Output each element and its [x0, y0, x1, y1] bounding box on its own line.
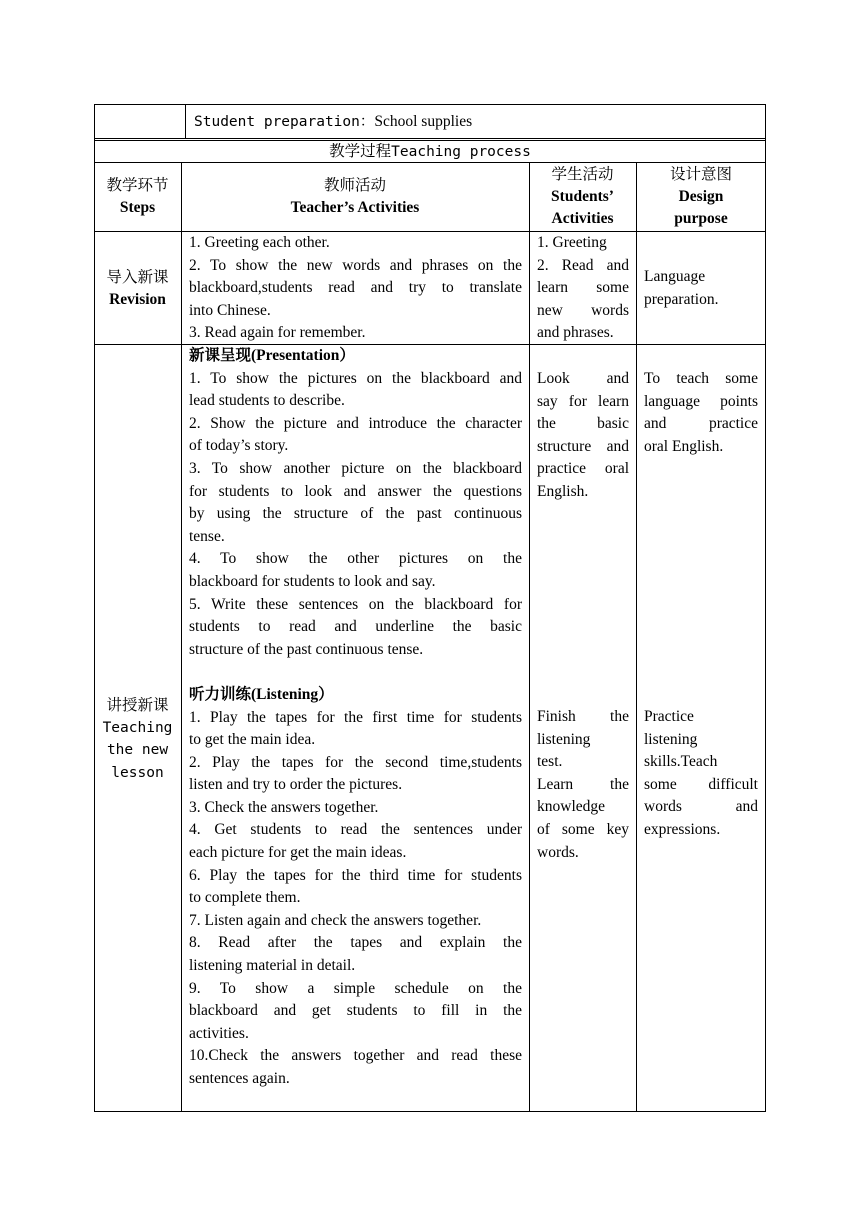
text-line: language points: [644, 392, 758, 410]
text-line: structure and: [537, 437, 629, 455]
student-preparation-label: Student preparation：: [194, 114, 375, 130]
text-line: blackboard,students read and try to translate: [189, 279, 522, 297]
listening-design-purpose: [644, 706, 758, 842]
text-line: 4. Get students to read the sentences under: [189, 821, 522, 839]
text-line: to complete them.: [189, 889, 301, 907]
header-students-en-1: Students’: [551, 187, 614, 205]
text-line: 4. To show the other pictures on the: [189, 550, 522, 568]
col-divider: [185, 104, 186, 139]
text-line: skills.Teach: [644, 753, 718, 771]
text-line: 7. Listen again and check the answers together.: [189, 911, 482, 929]
text-line: each picture for get the main ideas.: [189, 844, 407, 862]
teaching-step-en-3: lesson: [111, 764, 164, 781]
teaching-step-en-1: Teaching: [102, 719, 173, 736]
text-line: knowledge: [537, 798, 606, 816]
header-teacher-en: Teacher’s Activities: [290, 198, 420, 216]
teaching-process-title-en: Teaching process: [391, 144, 531, 160]
text-line: words.: [537, 843, 579, 861]
header-design-en-1: Design: [678, 187, 724, 205]
text-line: by using the structure of the past continuous: [189, 505, 522, 523]
revision-design-purpose: [644, 266, 758, 311]
presentation-heading: 新课呈现(Presentation）: [189, 347, 355, 364]
row-divider: [94, 138, 766, 139]
col-divider: [636, 162, 637, 1112]
text-line: 1. Greeting each other.: [189, 234, 330, 251]
text-line: blackboard and get students to fill in the: [189, 1002, 522, 1020]
text-line: for students to look and answer the questions: [189, 482, 522, 500]
text-line: and phrases.: [537, 324, 614, 342]
teaching-teacher-activities: [189, 345, 522, 1091]
text-line: structure of the past continuous tense.: [189, 640, 424, 658]
text-line: listen and try to order the pictures.: [189, 776, 403, 794]
teaching-process-title-cn: 教学过程: [329, 142, 392, 160]
text-line: expressions.: [644, 820, 721, 838]
listening-student-activities: [537, 706, 629, 864]
text-line: into Chinese.: [189, 301, 271, 319]
presentation-design-purpose: [644, 368, 758, 458]
text-line: 2. To show the new words and phrases on the: [189, 256, 522, 274]
text-line: practice oral: [537, 460, 629, 478]
header-students-cn: 学生活动: [551, 165, 614, 183]
student-preparation-value: School supplies: [374, 113, 473, 130]
header-design-en-2: purpose: [674, 210, 728, 228]
revision-step: [94, 266, 181, 311]
text-line: 9. To show a simple schedule on the: [189, 979, 522, 997]
text-line: 1. To show the pictures on the blackboard and: [189, 369, 522, 387]
teaching-step-en-2: the new: [106, 742, 169, 759]
text-line: listening: [644, 730, 698, 748]
text-line: of some key: [537, 820, 629, 838]
text-line: tense.: [189, 527, 225, 545]
revision-step-cn: 导入新课: [106, 268, 169, 286]
text-line: 8. Read after the tapes and explain the: [189, 934, 522, 952]
col-divider: [181, 162, 182, 1112]
student-preparation: [194, 111, 472, 134]
text-line: listening material in detail.: [189, 957, 356, 975]
header-design: [636, 163, 766, 231]
header-steps: [94, 174, 181, 219]
text-line: oral English.: [644, 437, 724, 455]
revision-step-en: Revision: [109, 290, 166, 308]
revision-student-activities: [537, 232, 629, 345]
text-line: activities.: [189, 1024, 249, 1042]
teaching-process-title: [94, 140, 766, 164]
text-line: say for learn: [537, 392, 629, 410]
text-line: Practice: [644, 708, 694, 725]
text-line: the basic: [537, 415, 629, 433]
text-line: Finish the: [537, 708, 629, 725]
text-line: to get the main idea.: [189, 731, 316, 749]
text-line: 1. Greeting: [537, 234, 607, 251]
text-line: 2. Play the tapes for the second time,students: [189, 753, 522, 771]
header-students: [529, 163, 636, 231]
teaching-step: [94, 694, 181, 784]
text-line: preparation.: [644, 290, 719, 308]
text-line: and practice: [644, 415, 758, 433]
teaching-step-cn: 讲授新课: [106, 696, 169, 714]
text-line: some difficult: [644, 775, 758, 793]
text-line: listening: [537, 730, 591, 748]
header-teacher-cn: 教师活动: [323, 176, 386, 194]
revision-teacher-activities: [189, 232, 522, 345]
text-line: 1. Play the tapes for the first time for students: [189, 708, 522, 726]
text-line: students to read and underline the basic: [189, 618, 522, 636]
header-students-en-2: Activities: [551, 210, 614, 228]
text-line: sentences again.: [189, 1070, 290, 1087]
text-line: learn some: [537, 279, 629, 297]
text-line: Language: [644, 268, 706, 285]
presentation-student-activities: [537, 368, 629, 504]
text-line: English.: [537, 482, 589, 500]
listening-heading: 听力训练(Listening）: [189, 685, 334, 703]
text-line: words and: [644, 798, 758, 816]
text-line: 10.Check the answers together and read these: [189, 1047, 522, 1065]
col-divider: [529, 162, 530, 1112]
text-line: To teach some: [644, 370, 758, 387]
text-line: 5. Write these sentences on the blackboard for: [189, 595, 522, 613]
text-line: 3. Read again for remember.: [189, 324, 366, 342]
text-line: blackboard for students to look and say.: [189, 572, 436, 590]
text-line: Look and: [537, 370, 629, 387]
blank-line: [189, 661, 522, 684]
text-line: 6. Play the tapes for the third time for students: [189, 866, 522, 884]
text-line: lead students to describe.: [189, 392, 345, 410]
header-teacher: [181, 174, 529, 219]
text-line: 3. To show another picture on the blackboard: [189, 459, 522, 477]
text-line: new words: [537, 301, 629, 319]
text-line: 2. Show the picture and introduce the character: [189, 414, 522, 432]
text-line: 2. Read and: [537, 256, 629, 274]
text-line: Learn the: [537, 775, 629, 793]
header-steps-cn: 教学环节: [106, 176, 169, 194]
header-steps-en: Steps: [119, 198, 156, 216]
text-line: of today’s story.: [189, 437, 289, 455]
text-line: 3. Check the answers together.: [189, 798, 379, 816]
header-design-cn: 设计意图: [669, 165, 732, 183]
text-line: test.: [537, 753, 563, 771]
